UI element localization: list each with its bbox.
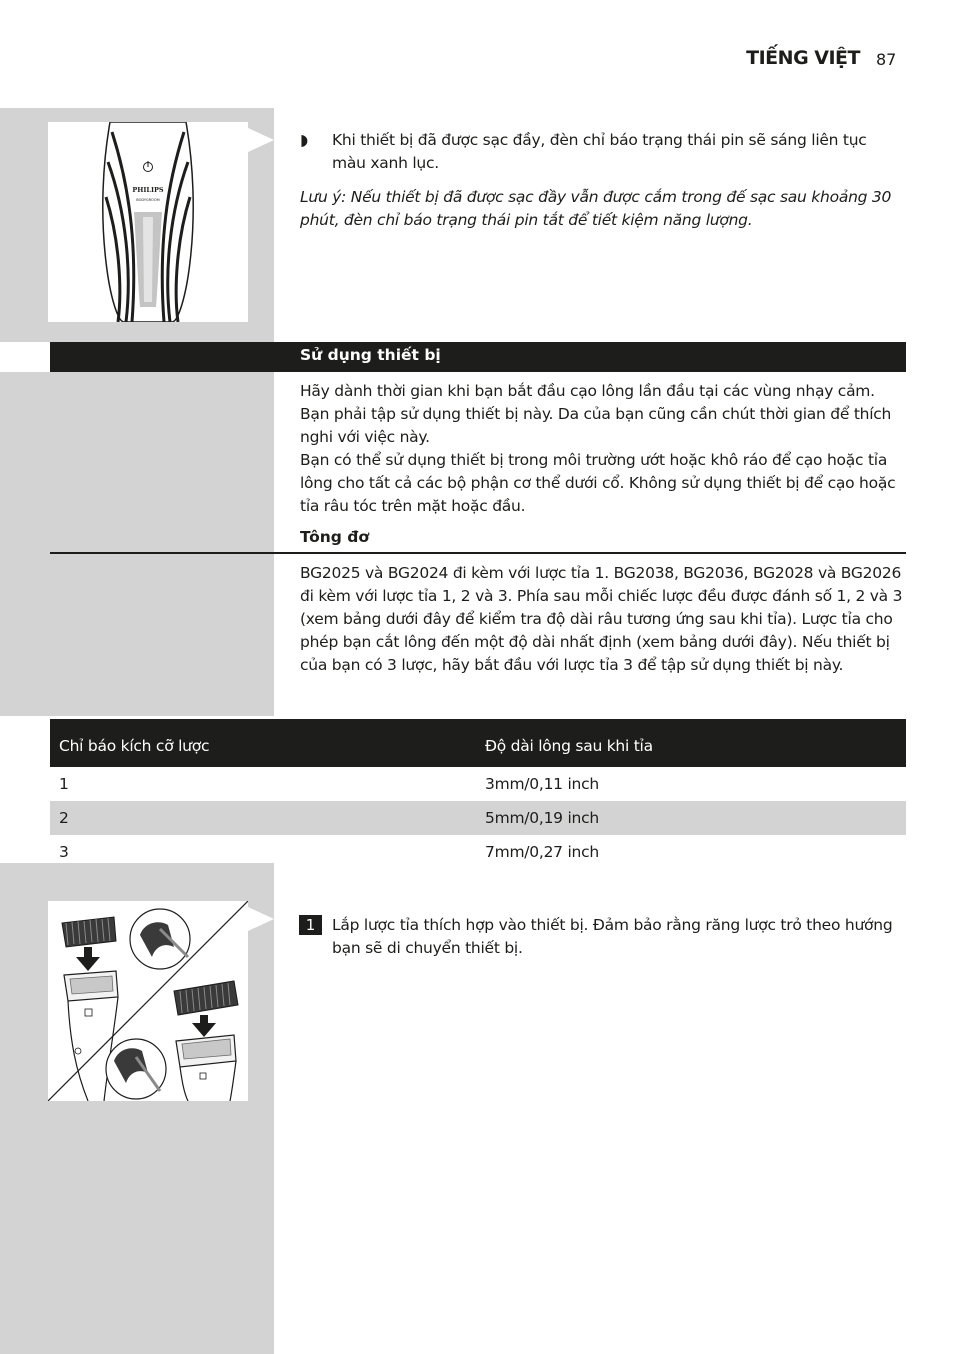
table-row xyxy=(50,801,906,835)
illustration-pointer xyxy=(248,907,274,931)
trimmer-front-icon xyxy=(48,122,248,322)
table-cell-comb-size: 3 xyxy=(59,843,69,861)
table-cell-hair-length: 5mm/0,19 inch xyxy=(477,801,906,835)
comb-attach-icon xyxy=(48,901,248,1101)
table-cell-comb-size: 2 xyxy=(50,801,477,835)
comb-length-table xyxy=(50,719,906,869)
page-number: 87 xyxy=(876,50,897,69)
using-device-paragraph-2: Bạn có thể sử dụng thiết bị trong môi trường ướt hoặc khô ráo để cạo hoặc tỉa lông cho tất cả các bộ phận cơ thể dưới cổ. Không sử dụng thiết bị để cạo hoặc tỉa râu tóc trên mặt hoặc đầu. xyxy=(300,451,896,515)
step-number-badge: 1 xyxy=(299,915,322,935)
charged-indicator-text: Khi thiết bị đã được sạc đầy, đèn chỉ báo trạng thái pin sẽ sáng liên tục màu xanh lục. xyxy=(332,131,867,172)
step-1-text: Lắp lược tỉa thích hợp vào thiết bị. Đảm bảo rằng răng lược trỏ theo hướng bạn sẽ di chuyển thiết bị. xyxy=(332,916,893,957)
section-title-using-device: Sử dụng thiết bị xyxy=(300,346,441,364)
device-illustration xyxy=(48,122,248,322)
table-row xyxy=(50,767,906,801)
device-brand-label: PHILIPS xyxy=(132,186,164,194)
sidebar-band-middle xyxy=(0,372,274,716)
trimmer-paragraph: BG2025 và BG2024 đi kèm với lược tỉa 1. BG2038, BG2036, BG2028 và BG2026 đi kèm với lược tỉa 1, 2 và 3. Phía sau mỗi chiếc lược đều được đánh số 1, 2 và 3 (xem bảng dưới đây để kiểm tra độ dài râu tương ứng sau khi tỉa). Lược tỉa cho phép bạn cắt lông đến một độ dài nhất định (xem bảng dưới đây). Nếu thiết bị của bạn có 3 lược, hãy bắt đầu với lược tỉa 3 để tập sử dụng thiết bị này. xyxy=(300,564,903,674)
device-model-label: BODYGROOM xyxy=(136,198,160,202)
table-header-comb-size: Chỉ báo kích cỡ lược xyxy=(50,719,477,767)
table-cell-hair-length: 7mm/0,27 inch xyxy=(485,843,599,861)
illustration-pointer xyxy=(248,128,274,152)
section-heading-bar xyxy=(50,342,906,372)
comb-attach-illustration xyxy=(48,901,248,1101)
bullet-marker: ◗ xyxy=(300,131,308,149)
subsection-title-trimmer: Tông đơ xyxy=(300,528,370,546)
table-header-hair-length: Độ dài lông sau khi tỉa xyxy=(477,719,906,767)
table-cell-hair-length: 3mm/0,11 inch xyxy=(485,775,599,793)
language-heading: TIẾNG VIỆT xyxy=(746,47,860,69)
table-header-row xyxy=(50,719,906,767)
table-row xyxy=(50,835,906,869)
battery-note: Lưu ý: Nếu thiết bị đã được sạc đầy vẫn được cắm trong đế sạc sau khoảng 30 phút, đèn chỉ báo trạng thái pin tắt để tiết kiệm năng lượng. xyxy=(300,188,892,229)
table-cell-comb-size: 1 xyxy=(59,775,69,793)
subsection-rule xyxy=(50,552,906,554)
using-device-paragraph-1: Hãy dành thời gian khi bạn bắt đầu cạo lông lần đầu tại các vùng nhạy cảm. Bạn phải tập sử dụng thiết bị này. Da của bạn cũng cần chút thời gian để thích nghi với việc này. xyxy=(300,382,892,446)
